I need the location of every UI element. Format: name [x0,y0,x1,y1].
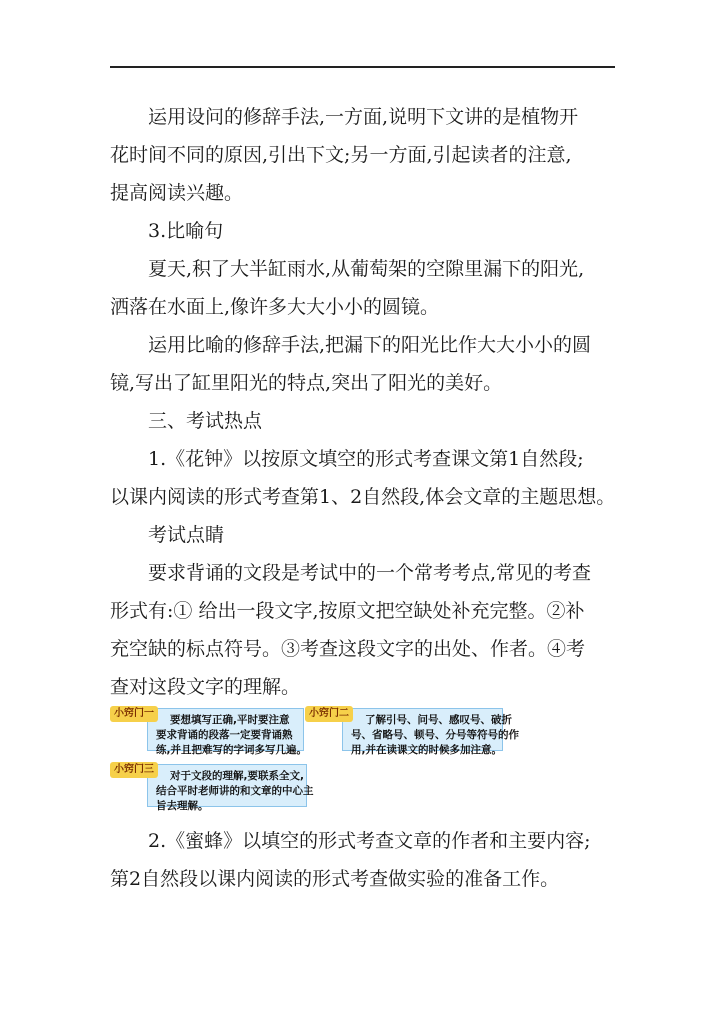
tip-text-line: 旨去理解。 [156,800,209,812]
top-rule [110,66,615,68]
text-line: 镜,写出了缸里阳光的特点,突出了阳光的美好。 [110,372,503,394]
text-line: 形式有:① 给出一段文字,按原文把空缺处补充完整。②补 [110,600,585,622]
text-line: 花时间不同的原因,引出下文;另一方面,引起读者的注意, [110,144,572,166]
text-line: 3.比喻句 [148,220,224,242]
tip-text-line: 用,并在读课文的时候多加注意。 [351,744,502,756]
tip-text-line: 对于文段的理解,要联系全文, [170,770,304,782]
paragraph-simile-quote [110,250,615,326]
tip-box-3 [147,764,314,812]
text-line: 2.《蜜蜂》以填空的形式考查文章的作者和主要内容; [148,830,591,852]
tip-box-2 [342,708,519,756]
paragraph-bees [110,822,615,898]
text-line: 以课内阅读的形式考查第1、2自然段,体会文章的主题思想。 [110,486,616,508]
text-line: 三、考试热点 [148,410,263,432]
paragraph-simile-note [110,326,615,402]
text-line: 考试点睛 [148,524,225,546]
text-line: 1.《花钟》以按原文填空的形式考查课文第1自然段; [148,448,584,470]
section-heading-exam-hotspots [110,402,615,440]
text-line: 查对这段文字的理解。 [110,676,301,698]
paragraph-flower-clock [110,440,615,516]
text-line: 运用比喻的修辞手法,把漏下的阳光比作大大小小的圆 [148,334,592,356]
paragraph-recitation [110,554,615,706]
tip-text-line: 练,并且把难写的字词多写几遍。 [156,744,307,756]
text-line: 夏天,积了大半缸雨水,从葡萄架的空隙里漏下的阳光, [148,258,585,280]
text-line: 要求背诵的文段是考试中的一个常考考点,常见的考查 [148,562,592,584]
tip-text-line: 号、省略号、顿号、分号等符号的作 [351,729,519,741]
text-line: 洒落在水面上,像许多大大小小的圆镜。 [110,296,440,318]
tip-label-2: 小窍门二 [305,706,353,722]
tip-text-line: 结合平时老师讲的和文章的中心主 [156,785,314,797]
subheading-exam-tips [110,516,615,554]
tip-label-3: 小窍门三 [110,762,158,778]
tip-label-1: 小窍门一 [110,706,158,722]
tip-text-line: 要求背诵的段落一定要背诵熟 [156,729,293,741]
tip-text-line: 要想填写正确,平时要注意 [170,714,290,726]
text-line: 运用设问的修辞手法,一方面,说明下文讲的是植物开 [148,106,579,128]
subheading-simile [110,212,615,250]
tip-text-line: 了解引号、问号、感叹号、破折 [365,714,512,726]
text-line: 第2自然段以课内阅读的形式考查做实验的准备工作。 [110,868,560,890]
text-line: 提高阅读兴趣。 [110,182,244,204]
paragraph-rhetorical-question-note [110,98,615,212]
tip-box-1 [147,708,307,756]
text-line: 充空缺的标点符号。③考查这段文字的出处、作者。④考 [110,638,586,660]
